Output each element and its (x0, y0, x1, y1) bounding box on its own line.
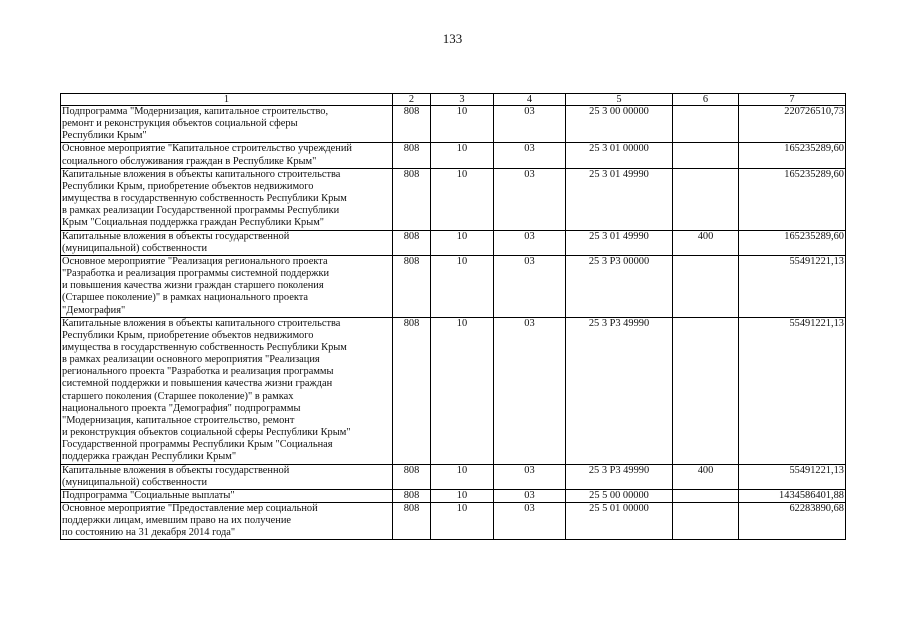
row-code-6: 400 (673, 230, 739, 255)
row-code-6 (673, 503, 739, 540)
header-cell-2: 2 (393, 94, 431, 106)
row-code-6 (673, 489, 739, 502)
row-code-5: 25 3 P3 49990 (566, 317, 673, 464)
row-code-3: 10 (431, 230, 494, 255)
header-cell-1: 1 (61, 94, 393, 106)
row-name: Капитальные вложения в объекты государственной (муниципальной) собственности (61, 230, 393, 255)
row-code-6 (673, 255, 739, 317)
row-code-4: 03 (494, 168, 566, 230)
row-name: Основное мероприятие "Предоставление мер социальной поддержки лицам, имевшим право на их получение по состоянию на 31 декабря 2014 года" (61, 503, 393, 540)
row-code-2: 808 (393, 464, 431, 489)
header-cell-7: 7 (739, 94, 846, 106)
row-code-2: 808 (393, 503, 431, 540)
row-code-3: 10 (431, 143, 494, 168)
row-code-3: 10 (431, 255, 494, 317)
row-code-5: 25 3 01 00000 (566, 143, 673, 168)
row-name: Капитальные вложения в объекты государственной (муниципальной) собственности (61, 464, 393, 489)
row-code-4: 03 (494, 489, 566, 502)
table-row (61, 168, 846, 230)
row-code-2: 808 (393, 143, 431, 168)
row-code-4: 03 (494, 317, 566, 464)
row-code-3: 10 (431, 317, 494, 464)
row-name: Капитальные вложения в объекты капитального строительства Республики Крым, приобретение объектов недвижимого имущества в государственную собственность Республики Крым в рамках реализации Государственной программы Республики Крым "Социальная поддержка граждан Республики Крым" (61, 168, 393, 230)
row-code-3: 10 (431, 168, 494, 230)
table-row (61, 489, 846, 502)
row-code-2: 808 (393, 317, 431, 464)
header-cell-4: 4 (494, 94, 566, 106)
row-code-5: 25 5 01 00000 (566, 503, 673, 540)
row-code-3: 10 (431, 106, 494, 143)
row-amount: 55491221,13 (739, 255, 846, 317)
row-code-4: 03 (494, 503, 566, 540)
table-row (61, 255, 846, 317)
row-name: Основное мероприятие "Капитальное строительство учреждений социального обслуживания граждан в Республике Крым" (61, 143, 393, 168)
row-code-4: 03 (494, 230, 566, 255)
row-amount: 165235289,60 (739, 143, 846, 168)
row-amount: 220726510,73 (739, 106, 846, 143)
row-code-5: 25 3 00 00000 (566, 106, 673, 143)
row-code-4: 03 (494, 464, 566, 489)
row-amount: 55491221,13 (739, 464, 846, 489)
row-amount: 55491221,13 (739, 317, 846, 464)
row-code-2: 808 (393, 106, 431, 143)
row-code-5: 25 3 P3 49990 (566, 464, 673, 489)
row-code-5: 25 3 P3 00000 (566, 255, 673, 317)
row-code-3: 10 (431, 464, 494, 489)
header-row (61, 94, 846, 106)
table-row (61, 464, 846, 489)
table-row (61, 230, 846, 255)
row-code-6 (673, 143, 739, 168)
table-row (61, 106, 846, 143)
header-cell-3: 3 (431, 94, 494, 106)
row-amount: 1434586401,88 (739, 489, 846, 502)
row-code-5: 25 3 01 49990 (566, 230, 673, 255)
row-code-6 (673, 106, 739, 143)
row-code-3: 10 (431, 489, 494, 502)
row-name: Основное мероприятие "Реализация регионального проекта "Разработка и реализация программы системной поддержки и повышения качества жизни граждан старшего поколения (Старшее поколение)" в рамках национального проекта "Демография" (61, 255, 393, 317)
table-row (61, 143, 846, 168)
row-code-2: 808 (393, 489, 431, 502)
row-code-4: 03 (494, 143, 566, 168)
row-code-6 (673, 168, 739, 230)
row-code-5: 25 5 00 00000 (566, 489, 673, 502)
row-code-2: 808 (393, 255, 431, 317)
row-name: Подпрограмма "Социальные выплаты" (61, 489, 393, 502)
row-code-4: 03 (494, 255, 566, 317)
header-cell-5: 5 (566, 94, 673, 106)
page-number: 133 (442, 31, 463, 46)
table-row (61, 503, 846, 540)
row-code-5: 25 3 01 49990 (566, 168, 673, 230)
row-name: Капитальные вложения в объекты капитального строительства Республики Крым, приобретение объектов недвижимого имущества в государственную собственность Республики Крым в рамках реализации основного мероприятия "Реализация регионального проекта "Разработка и реализация программы системной поддержки и повышения качества жизни граждан старшего поколения (Старшее поколение)" в рамках национального проекта "Демография" подпрограммы "Модернизация, капитальное строительство, ремонт и реконструкция объектов социальной сферы Республики Крым" Государственной программы Республики Крым "Социальная поддержка граждан Республики Крым" (61, 317, 393, 464)
header-cell-6: 6 (673, 94, 739, 106)
row-code-2: 808 (393, 230, 431, 255)
budget-table (60, 93, 846, 540)
row-code-3: 10 (431, 503, 494, 540)
row-amount: 165235289,60 (739, 230, 846, 255)
row-code-4: 03 (494, 106, 566, 143)
row-amount: 62283890,68 (739, 503, 846, 540)
table-row (61, 317, 846, 464)
row-code-6 (673, 317, 739, 464)
row-amount: 165235289,60 (739, 168, 846, 230)
row-code-6: 400 (673, 464, 739, 489)
row-code-2: 808 (393, 168, 431, 230)
row-name: Подпрограмма "Модернизация, капитальное строительство, ремонт и реконструкция объектов социальной сферы Республики Крым" (61, 106, 393, 143)
